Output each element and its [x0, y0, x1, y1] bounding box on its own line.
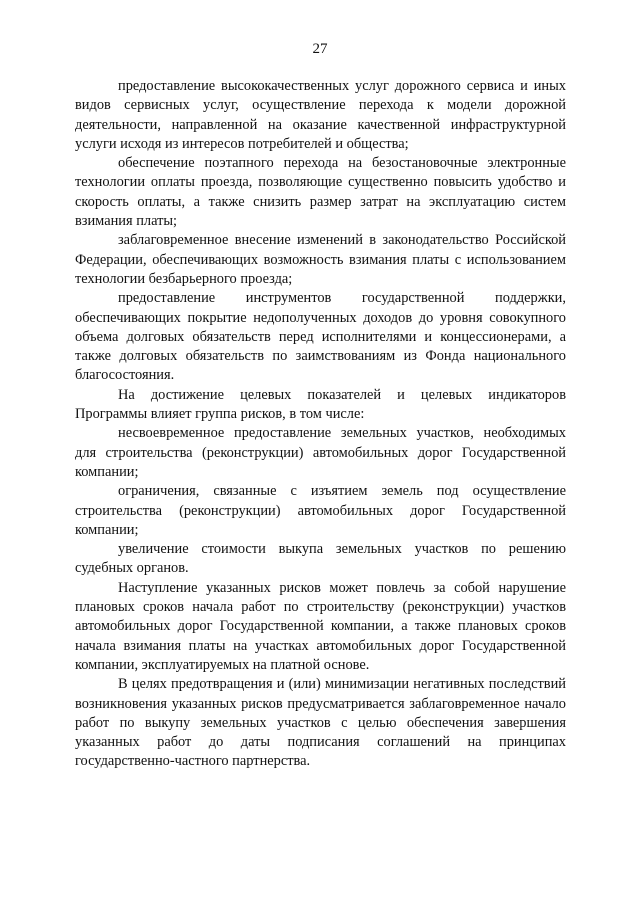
- paragraph: увеличение стоимости выкупа земельных участков по решению судебных органов.: [75, 541, 566, 577]
- paragraph: заблаговременное внесение изменений в законодательство Российской Федерации, обеспечивающих возможность взимания платы с использованием технологии безбарьерного проезда;: [75, 232, 566, 287]
- paragraph: предоставление инструментов государственной поддержки, обеспечивающих покрытие недополученных доходов до уровня совокупного объема долговых обязательств перед исполнителями и концессионерами, а также долговых обязательств по заимствованиям из Фонда национального благосостояния.: [75, 290, 566, 384]
- paragraph: На достижение целевых показателей и целевых индикаторов Программы влияет группа рисков, в том числе:: [75, 386, 566, 423]
- paragraph: ограничения, связанные с изъятием земель под осуществление строительства (реконструкции) автомобильных дорог Государственной компании;: [75, 483, 566, 538]
- document-body: [75, 77, 566, 772]
- page-number: 27: [312, 41, 328, 57]
- paragraph: обеспечение поэтапного перехода на безостановочные электронные технологии оплаты проезда, позволяющие существенно повысить удобство и скорость оплаты, а также снизить размер затрат на эксплуатацию систем взимания платы;: [75, 155, 566, 230]
- paragraph: В целях предотвращения и (или) минимизации негативных последствий возникновения указанных рисков предусматривается заблаговременное начало работ по выкупу земельных участков с целью обеспечения завершения указанных работ до даты подписания соглашений на принципах государственно-частного партнерства.: [75, 676, 566, 770]
- paragraph: предоставление высококачественных услуг дорожного сервиса и иных видов сервисных услуг, осуществление перехода к модели дорожной деятельности, направленной на оказание качественной инфраструктурной услуги исходя из интересов потребителей и общества;: [75, 78, 566, 152]
- paragraph: несвоевременное предоставление земельных участков, необходимых для строительства (реконструкции) автомобильных дорог Государственной компании;: [75, 425, 566, 480]
- paragraph: Наступление указанных рисков может повлечь за собой нарушение плановых сроков начала работ по строительству (реконструкции) участков автомобильных дорог Государственной компании, а также плановых сроков начала взимания платы на участках автомобильных дорог Государственной компании, эксплуатируемых на платной основе.: [75, 579, 566, 673]
